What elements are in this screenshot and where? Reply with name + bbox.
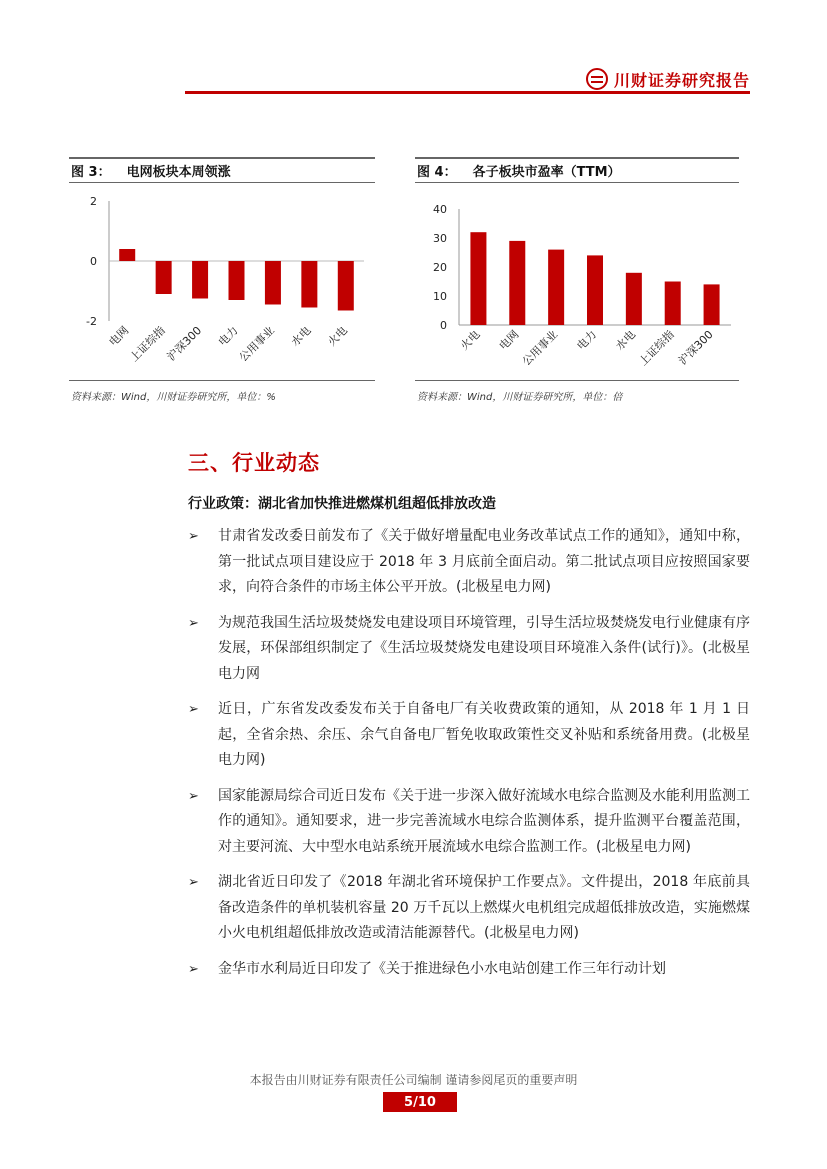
news-item bbox=[188, 957, 750, 983]
x-category-label: 水电 bbox=[613, 327, 638, 353]
figure-3-bottom-rule bbox=[69, 380, 375, 381]
x-category-label: 公用事业 bbox=[519, 327, 561, 369]
bullet-arrow-icon: ➢ bbox=[188, 788, 199, 804]
figure-4-title: 各子板块市盈率（TTM） bbox=[472, 165, 621, 180]
figure-3 bbox=[69, 157, 375, 407]
report-header-brand bbox=[586, 66, 750, 92]
bar bbox=[665, 282, 681, 326]
bar bbox=[587, 255, 603, 325]
figure-3-label: 图 3： bbox=[71, 165, 111, 180]
x-category-label: 电网 bbox=[106, 323, 132, 349]
company-logo-icon bbox=[586, 68, 608, 90]
news-item bbox=[188, 697, 750, 774]
bullet-arrow-icon: ➢ bbox=[188, 961, 199, 977]
x-category-label: 电力 bbox=[215, 323, 241, 349]
bullet-arrow-icon: ➢ bbox=[188, 702, 199, 717]
section-heading: 三、行业动态 bbox=[188, 451, 320, 475]
bullet-arrow-icon: ➢ bbox=[188, 615, 199, 631]
policy-subheading: 行业政策：湖北省加快推进燃煤机组超低排放改造 bbox=[188, 496, 496, 512]
bar bbox=[548, 250, 564, 325]
header-rule bbox=[185, 91, 750, 94]
y-tick-label: -2 bbox=[86, 315, 97, 328]
brand-title: 川财证券研究报告 bbox=[614, 70, 751, 90]
figure-4-bottom-rule bbox=[415, 380, 739, 381]
news-item bbox=[188, 870, 750, 947]
bar bbox=[119, 249, 135, 261]
figure-4-source: 资料来源：Wind，川财证券研究所，单位：倍 bbox=[417, 392, 623, 403]
page-number: 5/10 bbox=[383, 1092, 457, 1112]
x-category-label: 沪深300 bbox=[676, 327, 716, 368]
bar bbox=[265, 261, 281, 305]
news-item bbox=[188, 784, 750, 861]
news-text: 为规范我国生活垃圾焚烧发电建设项目环境管理，引导生活垃圾焚烧发电行业健康有序发展，环保部组织制定了《生活垃圾焚烧发电建设项目环境准入条件(试行)》。(北极星电力网 bbox=[218, 614, 750, 682]
news-text: 国家能源局综合司近日发布《关于进一步深入做好流域水电综合监测及水能利用监测工作的通知》。通知要求，进一步完善流域水电综合监测体系，提升监测平台覆盖范围，对主要河流、大中型水电站系统开展流域水电综合监测工作。(北极星电力网) bbox=[218, 787, 750, 855]
bullet-arrow-icon: ➢ bbox=[188, 875, 199, 890]
bullet-arrow-icon: ➢ bbox=[188, 529, 199, 544]
bar bbox=[229, 261, 245, 300]
x-category-label: 火电 bbox=[325, 323, 350, 349]
x-category-label: 上证综指 bbox=[636, 327, 677, 369]
x-category-label: 上证综指 bbox=[127, 323, 168, 365]
figure-4-chart bbox=[415, 185, 739, 377]
bar bbox=[338, 261, 354, 311]
y-tick-label: 20 bbox=[433, 261, 447, 274]
figure-3-chart bbox=[69, 185, 375, 377]
y-tick-label: 10 bbox=[433, 290, 447, 303]
y-tick-label: 30 bbox=[433, 232, 447, 245]
footer-disclaimer: 本报告由川财证券有限责任公司编制 谨请参阅尾页的重要声明 bbox=[249, 1073, 578, 1087]
figure-4-title-bar bbox=[415, 157, 739, 183]
figure-4-label: 图 4： bbox=[417, 165, 457, 180]
x-category-label: 电网 bbox=[496, 327, 522, 353]
y-tick-label: 0 bbox=[440, 319, 447, 332]
news-list bbox=[188, 524, 750, 992]
y-tick-label: 0 bbox=[90, 255, 97, 268]
bar bbox=[704, 284, 720, 325]
y-tick-label: 2 bbox=[90, 195, 97, 208]
y-tick-label: 40 bbox=[433, 203, 447, 216]
figure-4 bbox=[415, 157, 739, 407]
news-item bbox=[188, 524, 750, 601]
bar bbox=[626, 273, 642, 325]
bar bbox=[509, 241, 525, 325]
figure-3-source: 资料来源：Wind，川财证券研究所，单位：% bbox=[71, 392, 276, 403]
bar bbox=[301, 261, 317, 308]
x-category-label: 水电 bbox=[288, 323, 314, 349]
figure-3-title-bar bbox=[69, 157, 375, 183]
bar bbox=[470, 232, 486, 325]
news-text: 湖北省近日印发了《2018 年湖北省环境保护工作要点》。文件提出，2018 年底前具备改造条件的单机装机容量 20 万千瓦以上燃煤火电机组完成超低排放改造，实施燃煤小火电机组超低排放改造或清洁能源替代。(北极星电力网) bbox=[218, 874, 750, 941]
x-category-label: 公用事业 bbox=[236, 323, 278, 365]
news-text: 近日，广东省发改委发布关于自备电厂有关收费政策的通知，从 2018 年 1 月 1 日起，全省余热、余压、余气自备电厂暂免收取政策性交叉补贴和系统备用费。(北极星电力网) bbox=[218, 701, 750, 768]
bar bbox=[156, 261, 172, 294]
x-category-label: 火电 bbox=[457, 327, 483, 353]
news-text: 金华市水利局近日印发了《关于推进绿色小水电站创建工作三年行动计划 bbox=[218, 960, 666, 977]
bar bbox=[192, 261, 208, 299]
news-item bbox=[188, 611, 750, 688]
figure-3-title: 电网板块本周领涨 bbox=[126, 165, 231, 180]
x-category-label: 沪深300 bbox=[164, 323, 205, 364]
news-text: 甘肃省发改委日前发布了《关于做好增量配电业务改革试点工作的通知》，通知中称，第一批试点项目建设应于 2018 年 3 月底前全面启动。第二批试点项目应按照国家要求，向符合条件的市场主体公平开放。(北极星电力网) bbox=[218, 528, 750, 595]
x-category-label: 电力 bbox=[574, 327, 600, 353]
